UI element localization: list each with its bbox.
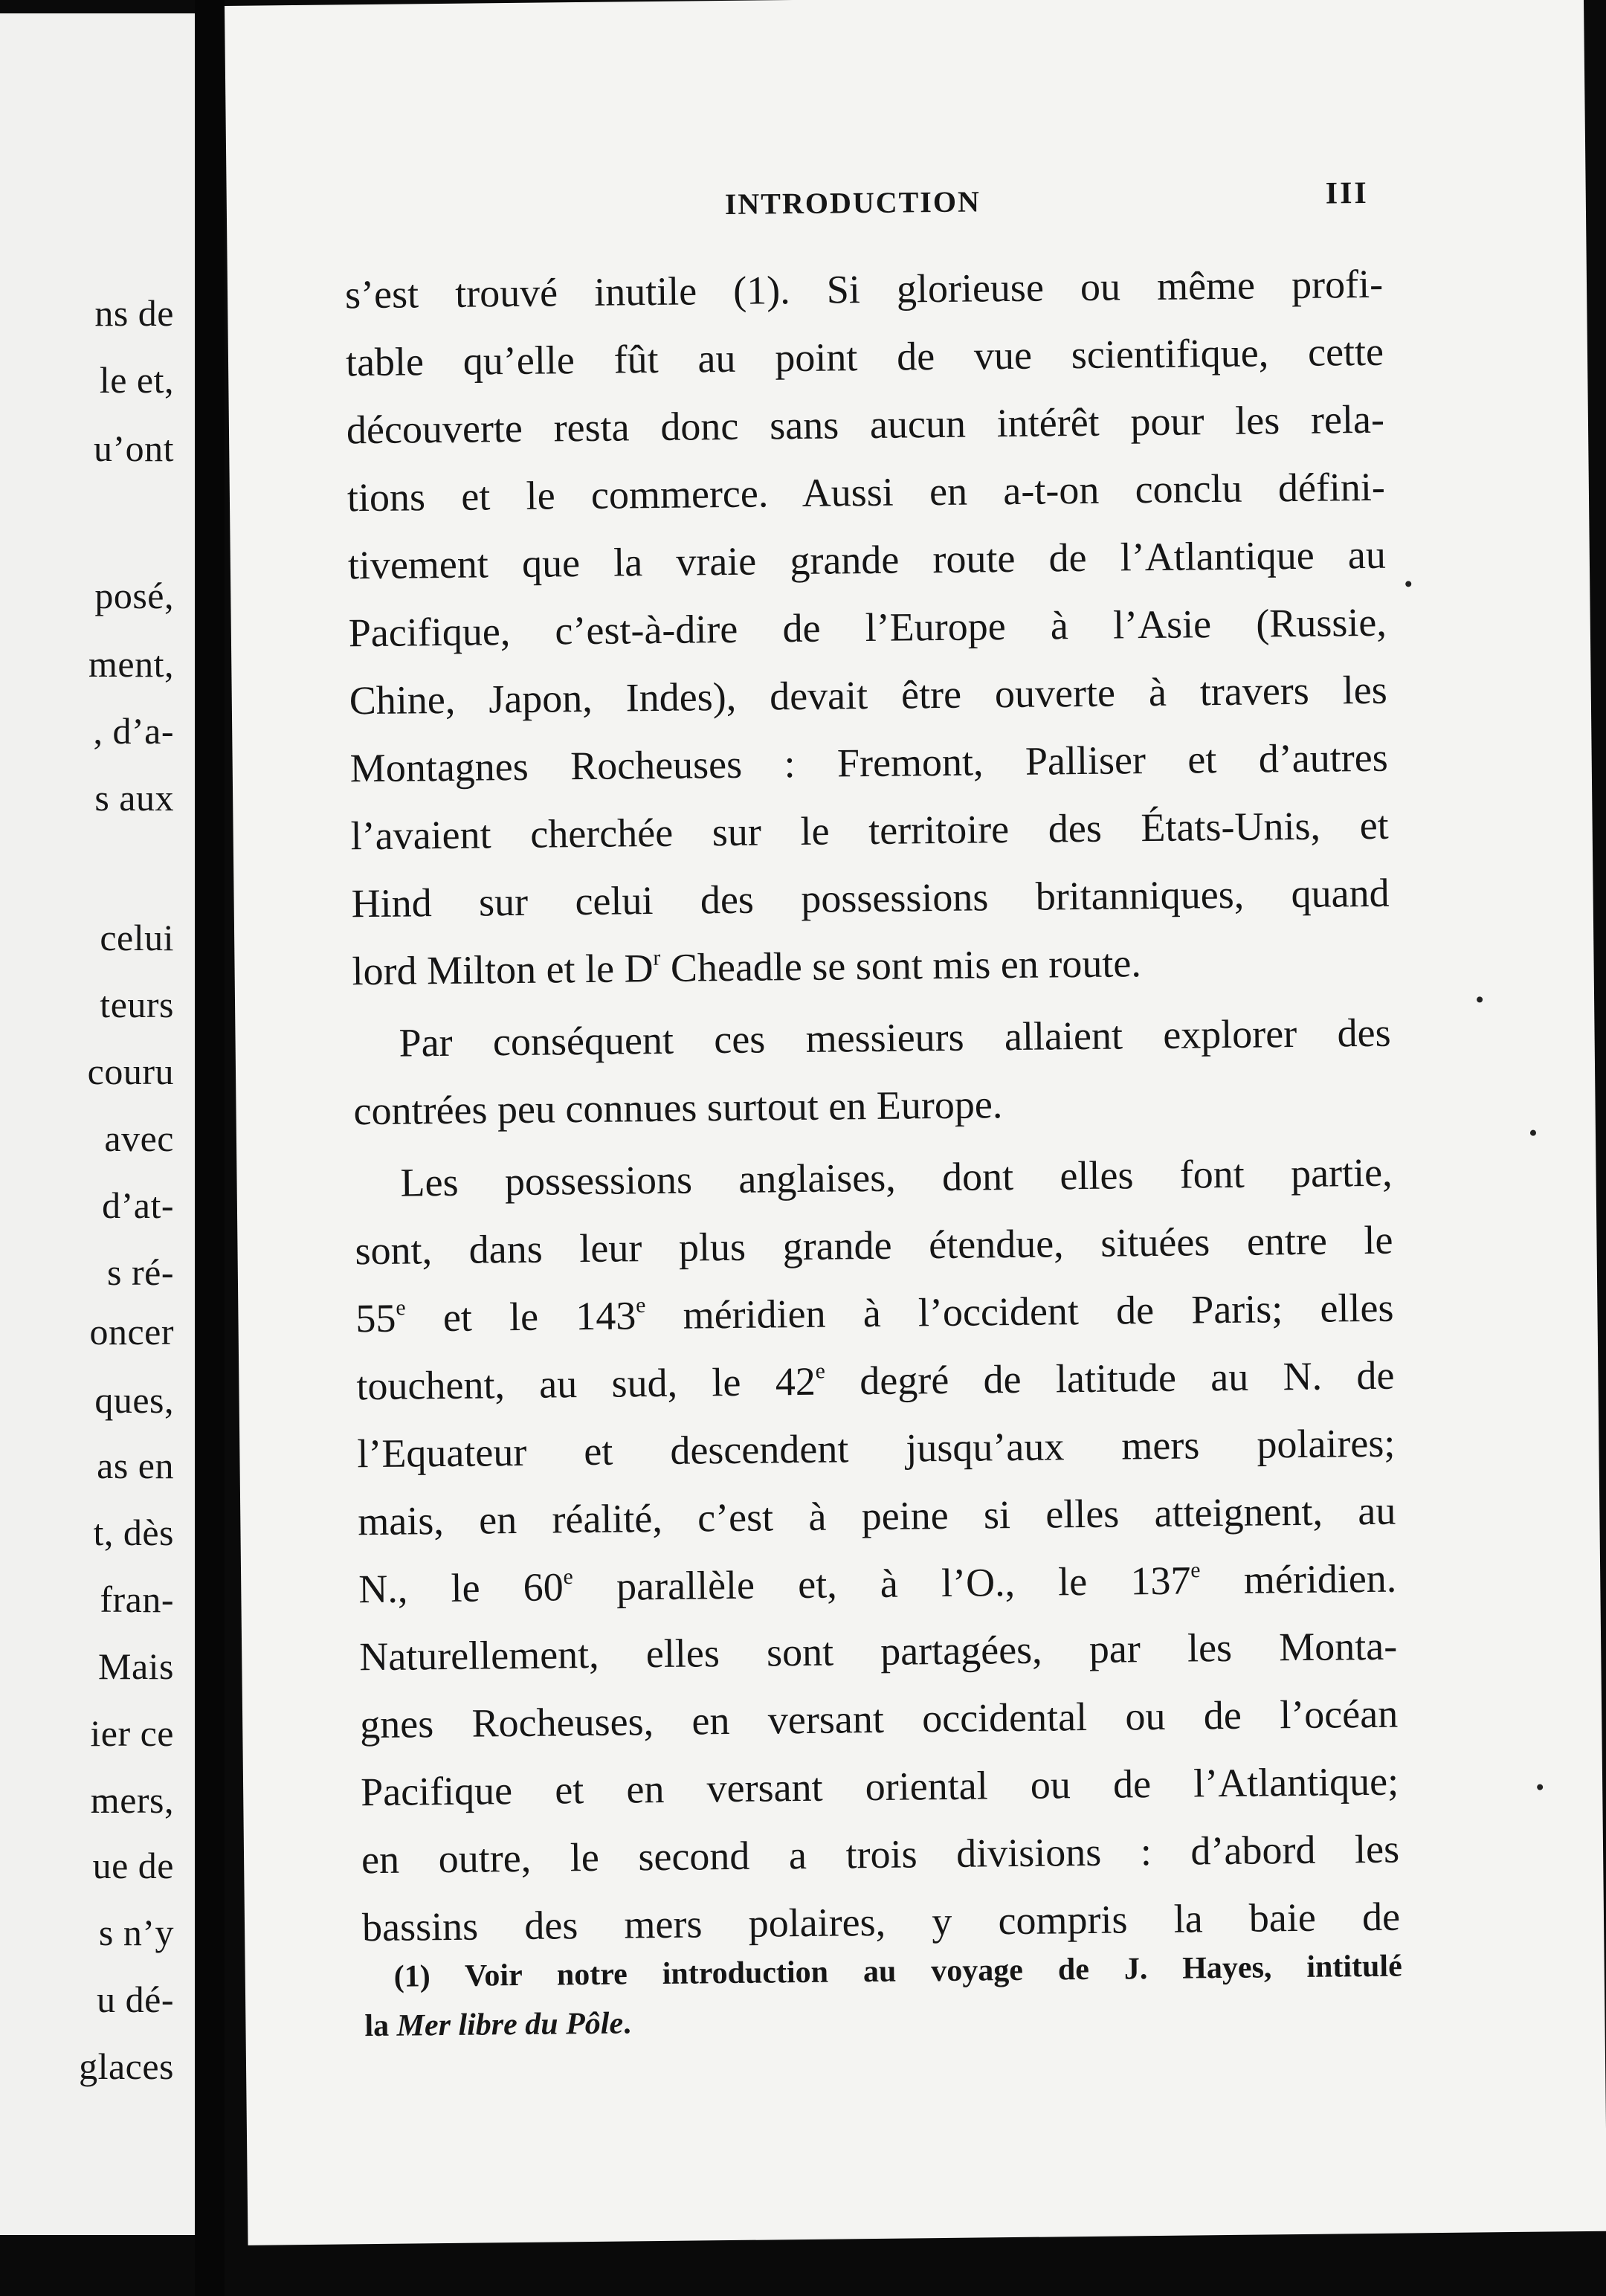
left-page-fragment: , d’a- — [93, 710, 174, 752]
text-line: bassins des mers polaires, y compris la baie de — [361, 1894, 1401, 1950]
previous-page — [0, 13, 195, 2235]
footnote-line: (1) Voir notre introduction au voyage de J. Hayes, intitulé — [393, 1949, 1402, 1994]
text-line: Hind sur celui des possessions britanniques, quand — [351, 870, 1390, 926]
text-line: Les possessions anglaises, dont elles font partie, — [400, 1149, 1393, 1205]
text-line: Naturellement, elles sont partagées, par les Monta- — [358, 1623, 1398, 1680]
text-line: touchent, au sud, le 42e degré de latitude au N. de — [356, 1352, 1395, 1409]
text-line: 55e et le 143e méridien à l’occident de Paris; elles — [355, 1285, 1394, 1341]
text-line: tions et le commerce. Aussi en a-t-on conclu défini- — [346, 464, 1386, 520]
text-line: Chine, Japon, Indes), devait être ouverte à travers les — [349, 667, 1388, 723]
footnote-line: la Mer libre du Pôle. — [364, 2006, 631, 2044]
text-line: sont, dans leur plus grande étendue, situées entre le — [355, 1217, 1393, 1274]
left-page-fragment: ques, — [94, 1379, 174, 1421]
left-page-fragment: ue de — [92, 1845, 174, 1886]
text-line: gnes Rocheuses, en versant occidental ou de l’océan — [359, 1691, 1399, 1747]
footnote-book-title: Mer libre du Pôle — [396, 2006, 624, 2043]
body-text — [345, 251, 1401, 1961]
left-page-fragment: ier ce — [90, 1712, 174, 1754]
text-line: Pacifique, c’est-à-dire de l’Europe à l’Asie (Russie, — [348, 599, 1387, 656]
left-page-fragment: fran- — [100, 1578, 174, 1620]
text-line: contrées peu connues surtout en Europe. — [353, 1082, 1003, 1134]
page-number: III — [1325, 175, 1370, 211]
left-page-fragment: avec — [104, 1118, 174, 1159]
paper-speck — [1530, 1130, 1536, 1136]
left-page-fragment: u’ont — [93, 428, 174, 469]
left-page-fragment: mers, — [90, 1779, 174, 1821]
left-page-fragment: oncer — [89, 1311, 174, 1352]
text-line: l’Equateur et descendent jusqu’aux mers polaires; — [357, 1420, 1396, 1477]
left-page-fragment: t, dès — [93, 1512, 174, 1553]
footnote — [364, 1942, 1402, 2051]
left-page-fragment: s n’y — [98, 1912, 174, 1953]
text-line: découverte resta donc sans aucun intérêt pour les rela- — [346, 396, 1385, 453]
text-line: en outre, le second a trois divisions : d’abord les — [361, 1826, 1400, 1883]
paper-speck — [1405, 581, 1411, 587]
current-page — [225, 0, 1606, 2245]
left-page-fragment: couru — [87, 1051, 174, 1092]
text-line: l’avaient cherchée sur le territoire des États-Unis, et — [350, 802, 1389, 859]
text-line: Par conséquent ces messieurs allaient explorer des — [399, 1010, 1391, 1065]
text-line: table qu’elle fût au point de vue scientifique, cette — [345, 329, 1384, 385]
text-line: mais, en réalité, c’est à peine si elles atteignent, au — [358, 1488, 1396, 1544]
left-page-fragment: ment, — [88, 643, 174, 685]
left-page-fragment: celui — [100, 917, 174, 958]
text-line: Pacifique et en versant oriental ou de l’Atlantique; — [360, 1758, 1399, 1815]
left-page-fragment: le et, — [99, 359, 174, 401]
left-page-fragment: u dé- — [97, 1979, 174, 2020]
left-page-fragment: ns de — [94, 292, 174, 334]
left-page-fragment: s aux — [94, 777, 174, 819]
text-line: lord Milton et le $D^r$ Cheadle se sont mis en route. — [352, 941, 1142, 994]
running-head: INTRODUCTION — [724, 184, 981, 221]
paper-speck — [1477, 996, 1483, 1002]
left-page-fragment: d’at- — [102, 1184, 174, 1226]
text-line: N., le 60e parallèle et, à l’O., le 137e méridien. — [358, 1555, 1397, 1612]
paper-speck — [1537, 1784, 1543, 1790]
left-page-fragment: posé, — [94, 575, 174, 616]
text-line: s’est trouvé inutile (1). Si glorieuse ou même profi- — [344, 261, 1384, 317]
left-page-fragment: teurs — [100, 984, 174, 1025]
book-gutter — [195, 0, 225, 2296]
text-line: Montagnes Rocheuses : Fremont, Palliser et d’autres — [349, 735, 1388, 791]
left-page-fragment: Mais — [98, 1645, 174, 1687]
text-line: tivement que la vraie grande route de l’Atlantique au — [347, 532, 1387, 588]
left-page-fragment: s ré- — [107, 1251, 174, 1293]
left-page-fragment: as en — [97, 1445, 174, 1486]
left-page-fragment: glaces — [79, 2045, 174, 2087]
